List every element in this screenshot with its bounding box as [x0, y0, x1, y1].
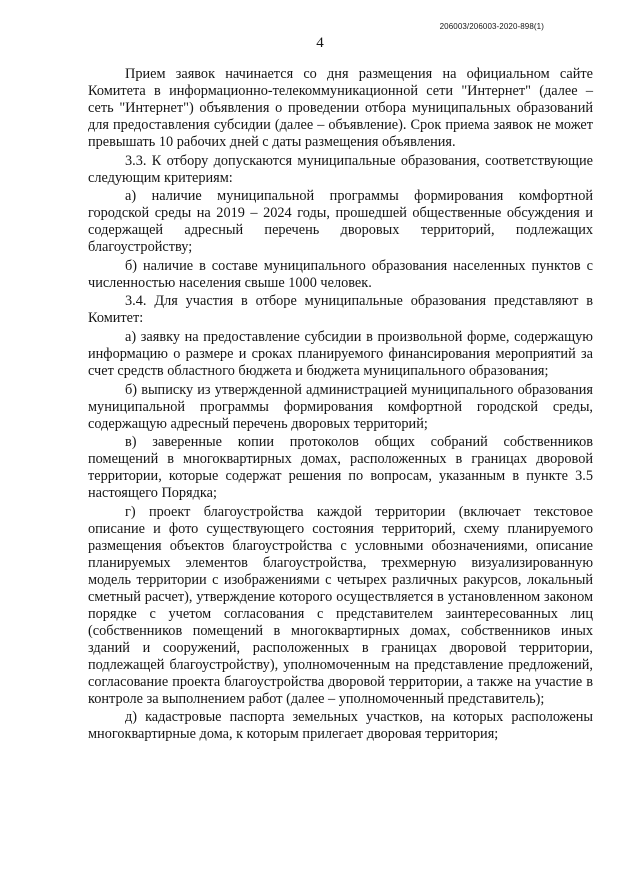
paragraph: Прием заявок начинается со дня размещения на официальном сайте Комитета в информационно-телекоммуникационной сети "Интернет" (далее – сеть "Интернет") объявления о проведении отбора муниципальных образований для предоставления субсидии (далее – объявление). Срок приема заявок не может превышать 10 рабочих дней с даты размещения объявления.: [88, 66, 593, 150]
paragraph: г) проект благоустройства каждой территории (включает текстовое описание и фото существующего состояния территорий, схему планируемого размещения объектов благоустройства с условными обозначениями, описание планируемых элементов благоустройства, трехмерную визуализированную модель территории с изображениями с четырех различных ракурсов, локальный сметный расчет), утверждение которого осуществляется в установленном законом порядке с учетом согласования с представителем заинтересованных лиц (собственников помещений в многоквартирных домах, собственников иных зданий и сооружений, расположенных в границах дворовой территории, подлежащей благоустройству), уполномоченным на представление предложений, согласование проекта благоустройства дворовой территории, а также на участие в контроле за выполнением работ (далее – уполномоченный представитель);: [88, 503, 593, 707]
paragraph: в) заверенные копии протоколов общих собраний собственников помещений в многоквартирных домах, расположенных в границах дворовой территории, которые содержат решения по вопросам, указанным в пункте 3.5 настоящего Порядка;: [88, 434, 593, 502]
paragraph: д) кадастровые паспорта земельных участков, на которых расположены многоквартирные дома, к которым прилегает дворовая территория;: [88, 709, 593, 743]
paragraph: 3.3. К отбору допускаются муниципальные образования, соответствующие следующим критериям:: [88, 152, 593, 186]
document-id: 206003/206003-2020-898(1): [439, 22, 544, 31]
paragraph: 3.4. Для участия в отборе муниципальные образования представляют в Комитет:: [88, 293, 593, 327]
page-number: 4: [316, 35, 324, 51]
paragraph: а) заявку на предоставление субсидии в произвольной форме, содержащую информацию о размере и сроках планируемого финансирования мероприятий за счет средств областного бюджета и бюджета муниципального образования;: [88, 328, 593, 379]
document-body: [88, 66, 593, 745]
paragraph: а) наличие муниципальной программы формирования комфортной городской среды на 2019 – 2024 годы, прошедшей общественные обсуждения и содержащей адресный перечень дворовых территорий, подлежащих благоустройству;: [88, 188, 593, 256]
paragraph: б) наличие в составе муниципального образования населенных пунктов с численностью населения свыше 1000 человек.: [88, 257, 593, 291]
paragraph: б) выписку из утвержденной администрацией муниципального образования муниципальной программы формирования комфортной городской среды, содержащую адресный перечень дворовых территорий;: [88, 381, 593, 432]
